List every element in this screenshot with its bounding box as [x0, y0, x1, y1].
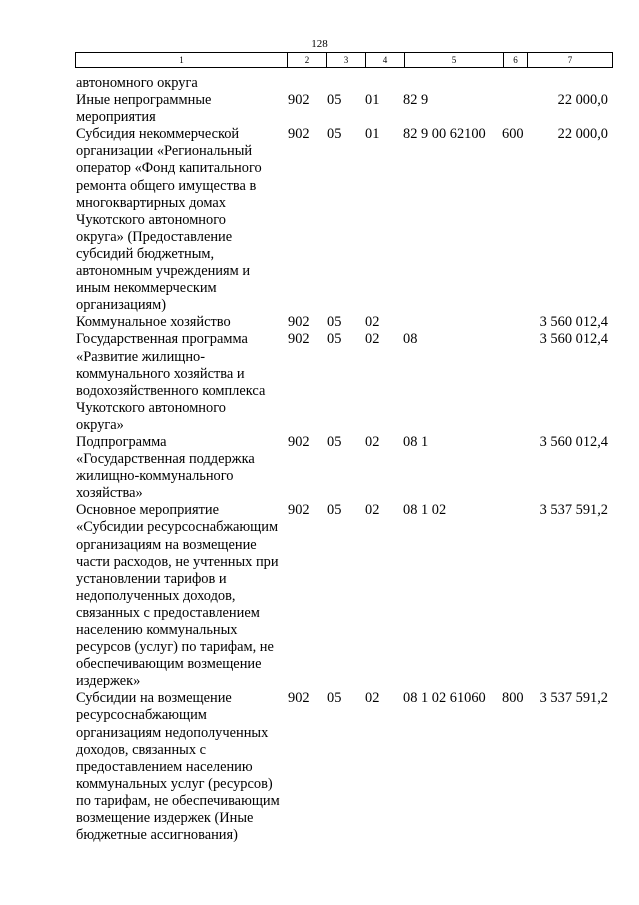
table-row [0, 502, 639, 690]
table-row [0, 434, 639, 502]
row-target-code: 08 1 02 [403, 502, 447, 519]
table-row [0, 314, 639, 331]
row-name: Субсидия некоммерческой организации «Региональный оператор «Фонд капитального ремонта общего имущества в многоквартирных домах Чукотского автономного округа» (Предоставление субсидий бюджетным, автономным учреждениям и иным некоммерческим организациям) [76, 126, 262, 314]
row-subsection-code: 02 [365, 433, 380, 450]
row-amount: 3 560 012,4 [539, 433, 608, 450]
row-name: автономного округа [76, 75, 198, 91]
table-row [0, 126, 639, 314]
table-row [0, 92, 639, 126]
row-section-code: 05 [327, 690, 342, 707]
row-target-code: 08 1 [403, 433, 429, 450]
row-section-code: 05 [327, 92, 342, 109]
row-name: Подпрограмма «Государственная поддержка жилищно-коммунального хозяйства» [76, 433, 255, 502]
column-header-5: 5 [405, 53, 504, 68]
table-row [0, 331, 639, 434]
column-header-6: 6 [504, 53, 528, 68]
column-header-2: 2 [288, 53, 327, 68]
row-ministry-code: 902 [288, 331, 310, 348]
column-header-table [75, 52, 613, 68]
row-target-code: 08 1 02 61060 [403, 690, 486, 707]
row-subsection-code: 02 [365, 331, 380, 348]
budget-table-body [0, 75, 639, 844]
row-section-code: 05 [327, 314, 342, 331]
row-section-code: 05 [327, 502, 342, 519]
row-ministry-code: 902 [288, 314, 310, 331]
row-subsection-code: 02 [365, 502, 380, 519]
row-section-code: 05 [327, 126, 342, 143]
column-header-row [76, 53, 613, 68]
column-header-1: 1 [76, 53, 288, 68]
row-name: Государственная программа «Развитие жилищно- коммунального хозяйства и водохозяйственного комплекса Чукотского автономного округа» [76, 331, 266, 433]
column-header-7: 7 [528, 53, 613, 68]
row-expense-type: 800 [502, 690, 524, 707]
row-amount: 3 560 012,4 [539, 331, 608, 348]
row-expense-type: 600 [502, 126, 524, 143]
row-target-code: 82 9 00 62100 [403, 126, 486, 143]
row-target-code: 08 [403, 331, 418, 348]
row-section-code: 05 [327, 331, 342, 348]
row-ministry-code: 902 [288, 433, 310, 450]
row-ministry-code: 902 [288, 502, 310, 519]
table-row [0, 690, 639, 844]
row-amount: 3 537 591,2 [539, 690, 608, 707]
row-subsection-code: 01 [365, 126, 380, 143]
row-section-code: 05 [327, 433, 342, 450]
row-name: Иные непрограммные мероприятия [76, 92, 212, 126]
column-header-3: 3 [327, 53, 366, 68]
row-name: Субсидии на возмещение ресурсоснабжающим организациям недополученных доходов, связанных с предоставлением населению коммунальных услуг (ресурсов) по тарифам, не обеспечивающим возмещение издержек (Иные бюджетные ассигнования) [76, 690, 280, 844]
row-subsection-code: 01 [365, 92, 380, 109]
row-amount: 3 537 591,2 [539, 502, 608, 519]
row-ministry-code: 902 [288, 92, 310, 109]
row-subsection-code: 02 [365, 314, 380, 331]
row-target-code: 82 9 [403, 92, 429, 109]
page-number: 128 [311, 38, 328, 50]
column-header-4: 4 [366, 53, 405, 68]
table-row [0, 75, 639, 92]
row-subsection-code: 02 [365, 690, 380, 707]
row-name: Коммунальное хозяйство [76, 314, 231, 331]
row-amount: 22 000,0 [557, 126, 608, 143]
row-ministry-code: 902 [288, 126, 310, 143]
row-amount: 22 000,0 [557, 92, 608, 109]
row-ministry-code: 902 [288, 690, 310, 707]
row-name: Основное мероприятие «Субсидии ресурсоснабжающим организациям на возмещение части расходов, не учтенных при установлении тарифов и недополученных доходов, связанных с предоставлением населению коммунальных ресурсов (услуг) по тарифам, не обеспечивающим возмещение издержек» [76, 502, 279, 690]
row-amount: 3 560 012,4 [539, 314, 608, 331]
